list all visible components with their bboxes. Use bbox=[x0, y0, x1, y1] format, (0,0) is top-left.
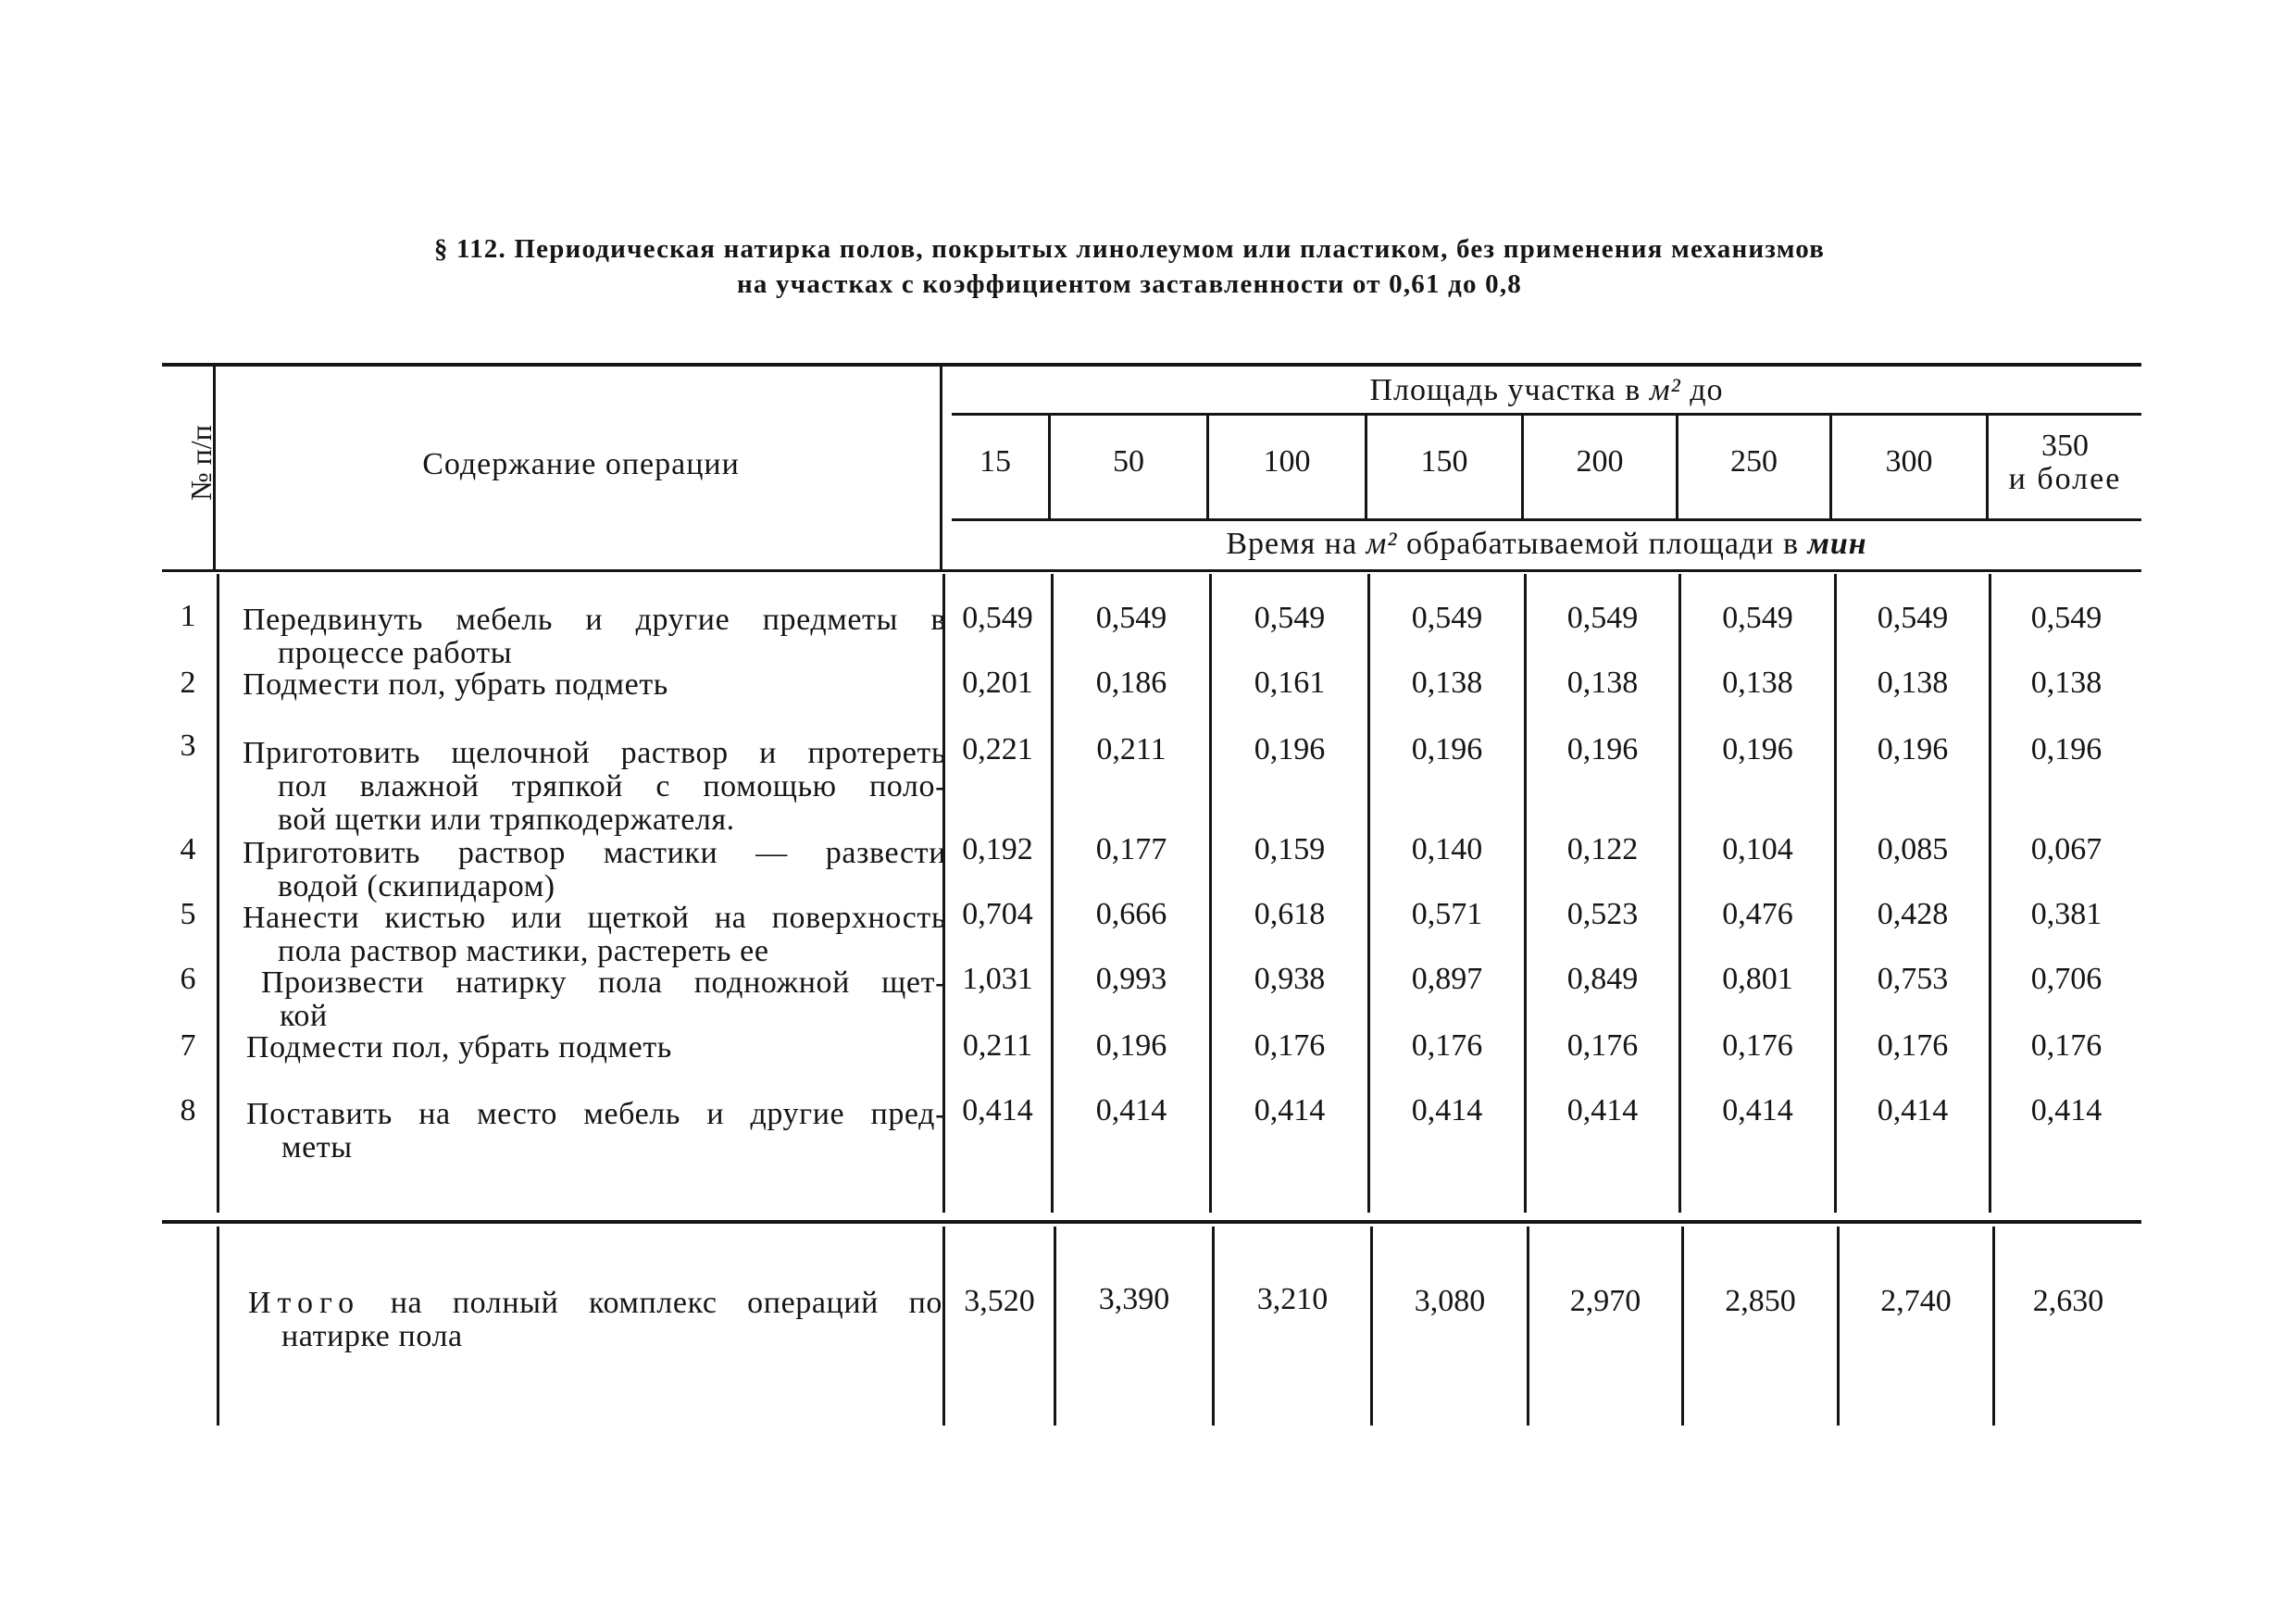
cell-value: 0,897 bbox=[1411, 962, 1483, 996]
cell-value: 0,176 bbox=[1411, 1028, 1483, 1063]
cell-value: 0,138 bbox=[1566, 666, 1639, 700]
operation-line: меты bbox=[281, 1130, 353, 1164]
column-header-350-extra: и более bbox=[2008, 462, 2122, 496]
cell-value: 0,414 bbox=[1254, 1093, 1326, 1127]
column-header-15: 15 bbox=[980, 444, 1011, 479]
time-prefix: Время на bbox=[1226, 527, 1366, 561]
cell-value: 0,192 bbox=[962, 832, 1033, 866]
cell-value: 0,549 bbox=[1566, 601, 1639, 635]
time-unit: м² bbox=[1366, 527, 1398, 561]
cell-value: 0,211 bbox=[1096, 732, 1167, 766]
cell-value: 0,067 bbox=[2030, 832, 2103, 866]
cell-value: 0,140 bbox=[1411, 832, 1483, 866]
time-middle: обрабатываемой площади в bbox=[1397, 527, 1808, 561]
row-number: 1 bbox=[180, 599, 196, 633]
row-number: 4 bbox=[180, 832, 196, 866]
cell-value: 0,176 bbox=[1877, 1028, 1949, 1063]
cell-value: 0,753 bbox=[1877, 962, 1949, 996]
row-number: 5 bbox=[180, 897, 196, 931]
cell-value: 0,196 bbox=[1411, 732, 1483, 766]
operation-line: Нанести кистью или щеткой на поверхность bbox=[243, 901, 946, 935]
cell-value: 0,176 bbox=[1254, 1028, 1326, 1063]
total-col-divider bbox=[1527, 1227, 1529, 1426]
total-divider-op bbox=[942, 1227, 945, 1426]
cell-value: 0,177 bbox=[1095, 832, 1167, 866]
cell-value: 0,196 bbox=[2030, 732, 2103, 766]
cell-value: 0,138 bbox=[1877, 666, 1949, 700]
cell-value: 0,414 bbox=[1095, 1093, 1167, 1127]
total-separator-rule bbox=[162, 1220, 2141, 1224]
area-prefix: Площадь участка в bbox=[1369, 373, 1650, 407]
operation-line: процессе работы bbox=[278, 636, 513, 670]
cell-value: 0,704 bbox=[962, 897, 1033, 931]
cell-value: 0,666 bbox=[1095, 897, 1167, 931]
total-label bbox=[248, 1287, 942, 1353]
num-column-header: № п/п bbox=[184, 425, 218, 501]
operation-line: кой bbox=[280, 999, 328, 1033]
operation-column-header: Содержание операции bbox=[422, 447, 740, 481]
total-value: 2,850 bbox=[1725, 1284, 1796, 1318]
column-header-100: 100 bbox=[1263, 444, 1311, 479]
total-value: 2,970 bbox=[1569, 1284, 1641, 1318]
cell-value: 0,138 bbox=[1411, 666, 1483, 700]
operation-line: вой щетки или тряпкодержателя. bbox=[278, 803, 735, 837]
operation-line: Приготовить раствор мастики — развести bbox=[243, 836, 946, 870]
cell-value: 0,706 bbox=[2030, 962, 2103, 996]
area-header-rule bbox=[952, 413, 2141, 416]
cell-value: 0,138 bbox=[1722, 666, 1793, 700]
title-line-1: § 112. Периодическая натирка полов, покрытых линолеумом или пластиком, без применения механизмов bbox=[433, 234, 1826, 264]
total-word: Итого bbox=[248, 1286, 361, 1320]
cell-value: 0,849 bbox=[1566, 962, 1639, 996]
cell-value: 0,138 bbox=[2030, 666, 2103, 700]
row-number: 7 bbox=[180, 1028, 196, 1063]
cell-value: 0,211 bbox=[962, 1028, 1033, 1063]
operation-line: Произвести натирку пола подножной щет- bbox=[261, 965, 946, 1000]
total-label-line-2: натирке пола bbox=[281, 1319, 463, 1353]
row-number: 6 bbox=[180, 962, 196, 996]
total-col-divider bbox=[1992, 1227, 1995, 1426]
cell-value: 0,201 bbox=[962, 666, 1033, 700]
cell-value: 0,085 bbox=[1877, 832, 1949, 866]
total-col-divider bbox=[1837, 1227, 1840, 1426]
cell-value: 0,549 bbox=[2030, 601, 2103, 635]
total-col-divider bbox=[1212, 1227, 1215, 1426]
total-col-divider bbox=[1370, 1227, 1373, 1426]
total-value: 3,210 bbox=[1256, 1282, 1329, 1316]
header-bottom-rule bbox=[162, 569, 2141, 572]
operation-line: Подмести пол, убрать подметь bbox=[243, 667, 668, 702]
operation-text bbox=[243, 902, 946, 968]
cell-value: 0,549 bbox=[1095, 601, 1167, 635]
area-header bbox=[952, 374, 2141, 407]
total-value: 3,080 bbox=[1414, 1284, 1486, 1318]
cell-value: 0,549 bbox=[1411, 601, 1483, 635]
cell-value: 0,801 bbox=[1722, 962, 1793, 996]
total-col-divider bbox=[1054, 1227, 1056, 1426]
total-value: 3,520 bbox=[964, 1284, 1035, 1318]
column-header-350: 350 bbox=[2041, 429, 2089, 463]
column-header-150: 150 bbox=[1420, 444, 1468, 479]
column-header-50: 50 bbox=[1113, 444, 1144, 479]
cell-value: 0,104 bbox=[1722, 832, 1793, 866]
cell-value: 0,414 bbox=[1722, 1093, 1793, 1127]
total-value: 2,740 bbox=[1880, 1284, 1952, 1318]
cell-value: 0,549 bbox=[1254, 601, 1326, 635]
column-header-300: 300 bbox=[1885, 444, 1933, 479]
total-value: 2,630 bbox=[2032, 1284, 2104, 1318]
total-value: 3,390 bbox=[1098, 1282, 1170, 1316]
row-number: 3 bbox=[180, 729, 196, 763]
table-top-rule bbox=[162, 363, 2141, 367]
time-header bbox=[952, 528, 2141, 561]
section-title bbox=[167, 231, 2092, 302]
cell-value: 0,196 bbox=[1722, 732, 1793, 766]
operation-text bbox=[243, 668, 946, 702]
cell-value: 0,938 bbox=[1254, 962, 1326, 996]
area-suffix: до bbox=[1680, 373, 1724, 407]
cell-value: 0,414 bbox=[1877, 1093, 1949, 1127]
area-unit: м² bbox=[1649, 373, 1681, 407]
cell-value: 0,196 bbox=[1095, 1028, 1167, 1063]
cell-value: 0,196 bbox=[1254, 732, 1326, 766]
total-rest: на полный комплекс операций по bbox=[360, 1286, 942, 1320]
operation-line: Передвинуть мебель и другие предметы в bbox=[243, 603, 946, 637]
column-number-rule bbox=[952, 518, 2141, 521]
cell-value: 0,618 bbox=[1254, 897, 1326, 931]
total-divider-num bbox=[217, 1227, 219, 1426]
cell-value: 0,571 bbox=[1411, 897, 1483, 931]
cell-value: 0,476 bbox=[1722, 897, 1793, 931]
operation-text bbox=[243, 604, 946, 670]
cell-value: 0,414 bbox=[1566, 1093, 1639, 1127]
operation-text bbox=[243, 837, 946, 903]
operation-line: пола раствор мастики, растереть ее bbox=[278, 934, 769, 968]
cell-value: 0,161 bbox=[1254, 666, 1326, 700]
cell-value: 0,549 bbox=[962, 601, 1033, 635]
cell-value: 0,159 bbox=[1254, 832, 1326, 866]
cell-value: 0,176 bbox=[1566, 1028, 1639, 1063]
cell-value: 0,221 bbox=[962, 732, 1033, 766]
operation-text bbox=[261, 966, 946, 1033]
column-header-200: 200 bbox=[1576, 444, 1624, 479]
cell-value: 0,414 bbox=[962, 1093, 1033, 1127]
time-unit-min: мин bbox=[1807, 527, 1867, 561]
cell-value: 0,414 bbox=[1411, 1093, 1483, 1127]
operation-line: Подмести пол, убрать подметь bbox=[246, 1030, 672, 1065]
operation-line: Поставить на место мебель и другие пред- bbox=[246, 1097, 946, 1131]
row-number: 2 bbox=[180, 666, 196, 700]
cell-value: 0,523 bbox=[1566, 897, 1639, 931]
total-col-divider bbox=[1681, 1227, 1684, 1426]
cell-value: 0,381 bbox=[2030, 897, 2103, 931]
column-header-250: 250 bbox=[1730, 444, 1778, 479]
total-label-line bbox=[248, 1287, 942, 1320]
cell-value: 0,549 bbox=[1877, 601, 1949, 635]
operation-text bbox=[246, 1031, 950, 1065]
cell-value: 0,122 bbox=[1566, 832, 1639, 866]
cell-value: 0,428 bbox=[1877, 897, 1949, 931]
cell-value: 1,031 bbox=[962, 962, 1033, 996]
cell-value: 0,196 bbox=[1566, 732, 1639, 766]
cell-value: 0,993 bbox=[1095, 962, 1167, 996]
cell-value: 0,196 bbox=[1877, 732, 1949, 766]
cell-value: 0,176 bbox=[2030, 1028, 2103, 1063]
operation-line: пол влажной тряпкой с помощью поло- bbox=[278, 769, 946, 803]
operation-line: Приготовить щелочной раствор и протереть bbox=[243, 736, 946, 770]
operation-text bbox=[246, 1098, 946, 1164]
operation-line: водой (скипидаром) bbox=[278, 869, 555, 903]
title-line-2: на участках с коэффициентом заставленности от 0,61 до 0,8 bbox=[737, 269, 1522, 299]
cell-value: 0,176 bbox=[1722, 1028, 1793, 1063]
cell-value: 0,549 bbox=[1722, 601, 1793, 635]
operation-text bbox=[243, 737, 946, 837]
row-number: 8 bbox=[180, 1093, 196, 1127]
cell-value: 0,186 bbox=[1095, 666, 1167, 700]
cell-value: 0,414 bbox=[2030, 1093, 2103, 1127]
